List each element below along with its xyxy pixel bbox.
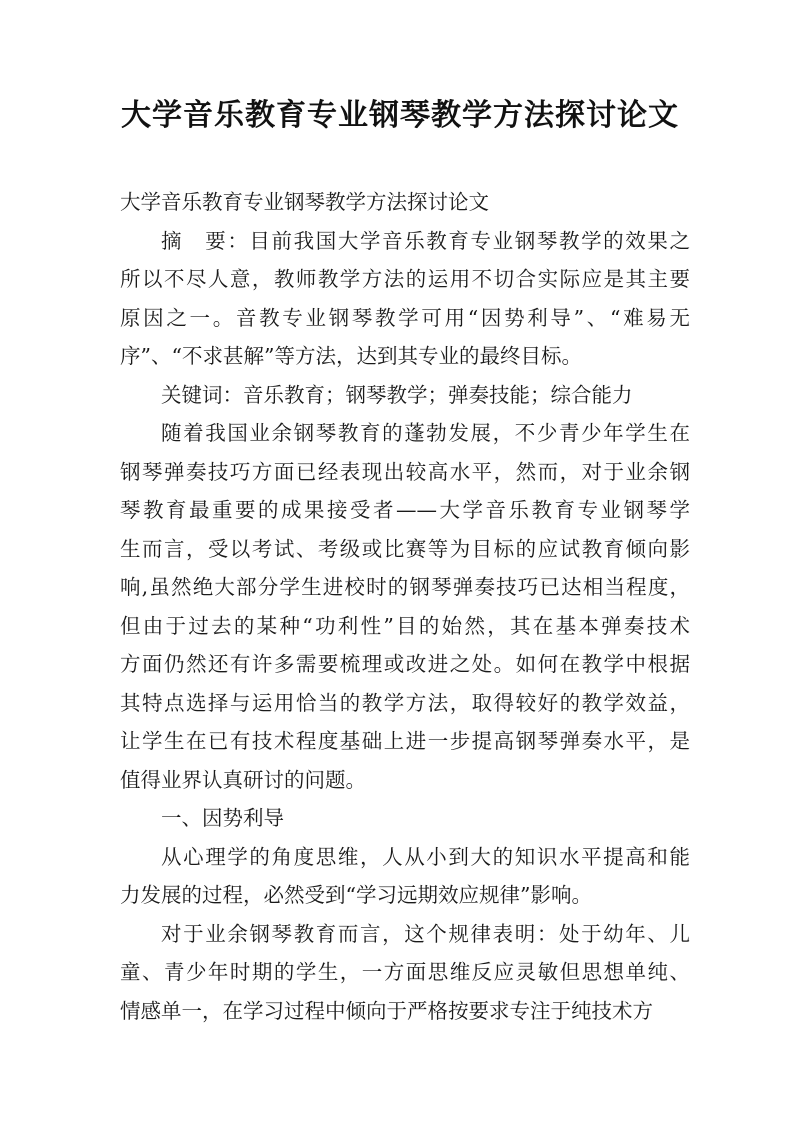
text-line: 随着我国业余钢琴教育的蓬勃发展，不少青少年学生在 [161, 421, 690, 445]
text-line: 响,虽然绝大部分学生进校时的钢琴弹奏技巧已达相当程度， [120, 575, 690, 599]
paragraph-intro [120, 414, 690, 799]
paragraph-section-1-heading [120, 799, 690, 838]
text-line: 方面仍然还有许多需要梳理或改进之处。如何在教学中根据 [120, 652, 690, 676]
paragraph-keywords [120, 376, 690, 415]
text-line: 关键词：音乐教育；钢琴教学；弹奏技能；综合能力 [161, 382, 633, 407]
text-line: 童、青少年时期的学生，一方面思维反应灵敏但思想单纯、 [120, 960, 690, 984]
text-line: 对于业余钢琴教育而言，这个规律表明：处于幼年、儿 [161, 921, 690, 946]
paragraph-section-1-p1 [120, 838, 690, 915]
text-line: 让学生在已有技术程度基础上进一步提高钢琴弹奏水平，是 [120, 729, 690, 753]
text-line: 所以不尽人意，教师教学方法的运用不切合实际应是其主要 [120, 267, 690, 291]
document-body [120, 183, 690, 1030]
paragraph-subtitle [120, 183, 690, 222]
text-line: 序”、“不求甚解”等方法，达到其专业的最终目标。 [120, 344, 582, 368]
text-line: 情感单一，在学习过程中倾向于严格按要求专注于纯技术方 [120, 998, 653, 1023]
text-line: 值得业界认真研讨的问题。 [120, 767, 366, 792]
text-line: 一、因势利导 [161, 806, 284, 830]
paragraph-abstract [120, 222, 690, 376]
text-line: 原因之一。音教专业钢琴教学可用“因势利导”、“难易无 [120, 305, 690, 330]
text-line: 摘 要：目前我国大学音乐教育专业钢琴教学的效果之 [161, 228, 690, 253]
text-line: 但由于过去的某种“功利性”目的始然，其在基本弹奏技术 [120, 613, 690, 638]
text-line: 其特点选择与运用恰当的教学方法，取得较好的教学效益， [120, 690, 690, 715]
paragraph-section-1-p2 [120, 915, 690, 1031]
text-line: 力发展的过程，必然受到“学习远期效应规律”影响。 [120, 883, 592, 907]
document-title: 大学音乐教育专业钢琴教学方法探讨论文 [121, 98, 679, 133]
text-line: 钢琴弹奏技巧方面已经表现出较高水平，然而，对于业余钢 [120, 459, 690, 484]
text-line: 从心理学的角度思维，人从小到大的知识水平提高和能 [161, 844, 690, 869]
text-line: 大学音乐教育专业钢琴教学方法探讨论文 [120, 190, 489, 214]
text-line: 生而言，受以考试、考级或比赛等为目标的应试教育倾向影 [120, 536, 690, 561]
text-line: 琴教育最重要的成果接受者——大学音乐教育专业钢琴学 [120, 498, 690, 522]
